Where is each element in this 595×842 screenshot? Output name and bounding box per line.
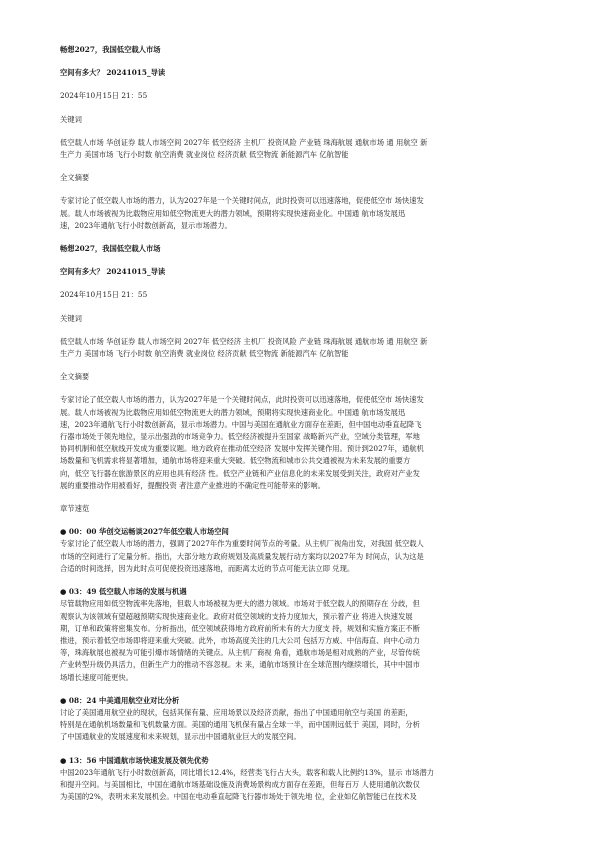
doc-title: 畅想2027，我国低空载人市场 (60, 45, 161, 54)
chapter-line: 推进，预示着低空市场即将迎来重大突破。此外，市场高度关注的几大公司 包括万方威、中信海直、向中心动力 (60, 635, 420, 645)
chapter-line: 讨论了美国通用航空业的现状，包括其保有量、应用场景以及经济贡献，指出了中国通用航空与美国 的差距， (60, 707, 413, 717)
keywords-line: 生产力 美国市场 飞行小时数 航空消费 就业岗位 经济贡献 低空物流 新能源汽车 亿航智能 (60, 150, 349, 160)
doc-subtitle: 空间有多大？ 20241015_导读 (60, 267, 166, 277)
doc-datetime: 2024年10月15日 21：55 (60, 91, 148, 101)
summary-heading: 全文摘要 (60, 173, 90, 183)
chapter-title: ● 13：56 中国通航市场快速发展及领先优势 (60, 755, 209, 765)
chapter-line: 观察认为该领域有望超越预期实现快速商业化。政府对低空领域的支持力度加大，预示着产业 将进入快速发展 (60, 611, 413, 621)
doc-title: 畅想2027，我国低空载人市场 (60, 244, 161, 254)
keywords-heading: 关键词 (60, 114, 82, 124)
chapter-line: 专家讨论了低空载人市场的潜力，强调了2027年作为重要时间节点的考量。从主机厂视角出发，对我国 低空载人 (60, 539, 424, 549)
chapter-line: 尽管载物应用如低空物流率先落地，但载人市场被视为更大的潜力领域。市场对于低空载人的预期存在 分歧，但 (60, 599, 420, 609)
keywords-line: 生产力 美国市场 飞行小时数 航空消费 就业岗位 经济贡献 低空物流 新能源汽车 亿航智能 (60, 349, 349, 359)
chapter-line: 特别是在通航机场数量和飞机数量方面。美国的通用飞机保有量占全球一半，而中国则远低于 美国，同时，分析 (60, 720, 420, 730)
keywords-line: 低空载人市场 华创证券 载人市场空间 2027年 低空经济 主机厂 投资风险 产业链 珠海航展 通航市场 通 用航空 新 (60, 336, 428, 346)
chapters-heading: 章节速览 (60, 504, 90, 514)
summary-line: 专家讨论了低空载人市场的潜力，认为2027年是一个关键时间点，此时投资可以迅速落地，促使低空市 场快速发 (60, 395, 424, 405)
chapter-line: 期，订单和政策将密集发布。分析指出，低空领域获得地方政府前所未有的大力度支 持，规划和实施方案正不断 (60, 623, 420, 633)
chapter-line: 市场的空间进行了定量分析。指出，大部分地方政府规划及高质量发展行动方案均以2027年为 时间点，认为这是 (60, 551, 424, 561)
summary-line: 速，2023年通航飞行小时数创新高，显示市场潜力。 (60, 220, 232, 230)
summary-line: 场数量和飞机需求将显著增加，通航市场将迎来重大突破。低空物流和城市公共交通被视为未来发展的重要方 (60, 456, 411, 466)
summary-line: 速，2023年通航飞行小时数创新高，显示市场潜力。中国与美国在通航业方面存在差距，但中国电动垂直起降飞 (60, 419, 422, 429)
chapter-line: 中国2023年通航飞行小时数创新高，同比增长12.4%，经营类飞行占大头，载客和载人比例约13%，显示 市场潜力 (60, 767, 435, 777)
chapter-title: ● 00：00 华创交运畅谈2027年低空载人市场空间 (60, 527, 229, 537)
keywords-line: 低空载人市场 华创证券 载人市场空间 2027年 低空经济 主机厂 投资风险 产业链 珠海航展 通航市场 通 用航空 新 (60, 137, 428, 147)
chapter-line: 等，珠海航展也被视为可能引爆市场情绪的关键点。从主机厂商视 角看，通航市场是相对成熟的产业，尽管传统 (60, 648, 420, 658)
keywords-heading: 关键词 (60, 313, 82, 323)
summary-line: 展。载人市场被视为比载物应用如低空物流更大的潜力领域，预期将实现快速商业化。中国通 航市场发展迅 (60, 208, 406, 218)
chapter-line: 场增长速度可能更快。 (60, 672, 133, 682)
summary-heading: 全文摘要 (60, 372, 90, 382)
chapter-line: 为美国的2%，表明未来发展机会。中国在电动垂直起降飞行器市场处于领先地 位，企业如亿航智能已在技术及 (60, 792, 417, 802)
doc-subtitle: 空间有多大？ 20241015_导读 (60, 68, 166, 78)
chapter-line: 和提升空间。与美国相比，中国在通航市场基础设施及消费场景构成方面存在差距，但每百万 人使用通航次数仅 (60, 779, 420, 789)
summary-line: 向，低空飞行器在旅游景区的应用也具有经济 性。低空产业链和产业信息化的未来发展受到关注，政府对产业发 (60, 468, 420, 478)
summary-line: 专家讨论了低空载人市场的潜力，认为2027年是一个关键时间点，此时投资可以迅速落地，促使低空市 场快速发 (60, 196, 424, 206)
chapter-line: 合适的时间选择，因为此时点可促使投资迅速落地，而距离太近的节点可能无法立即 兑现。 (60, 563, 355, 573)
chapter-title: ● 03：49 低空载人市场的发展与机遇 (60, 587, 187, 597)
summary-line: 展的重要推动作用被看好，提醒投资 者注意产业推进的不确定性可能带来的影响。 (60, 480, 326, 490)
chapter-line: 产业转型升级仍具活力，但新生产力的推动不容忽视。未 来，通航市场预计在全球范围内继续增长，其中中国市 (60, 660, 420, 670)
summary-line: 展。载人市场被视为比载物应用如低空物流更大的潜力领域，预期将实现快速商业化。中国通 航市场发展迅 (60, 407, 406, 417)
chapter-title: ● 08：24 中美通用航空业对比分析 (60, 695, 180, 705)
chapter-line: 了中国通航业的发展速度和未来规划，显示出中国通航业巨大的发展空间。 (60, 732, 301, 742)
summary-line: 行器市场处于领先地位，显示出强劲的市场竞争力。低空经济被提升至国家 战略新兴产业，空域分类管理，军地 (60, 432, 420, 442)
summary-line: 协同机制和低空航线开发成为重要议题。地方政府在推动低空经济 发展中发挥关键作用。预计到2027年，通航机 (60, 444, 424, 454)
doc-datetime: 2024年10月15日 21：55 (60, 290, 148, 300)
